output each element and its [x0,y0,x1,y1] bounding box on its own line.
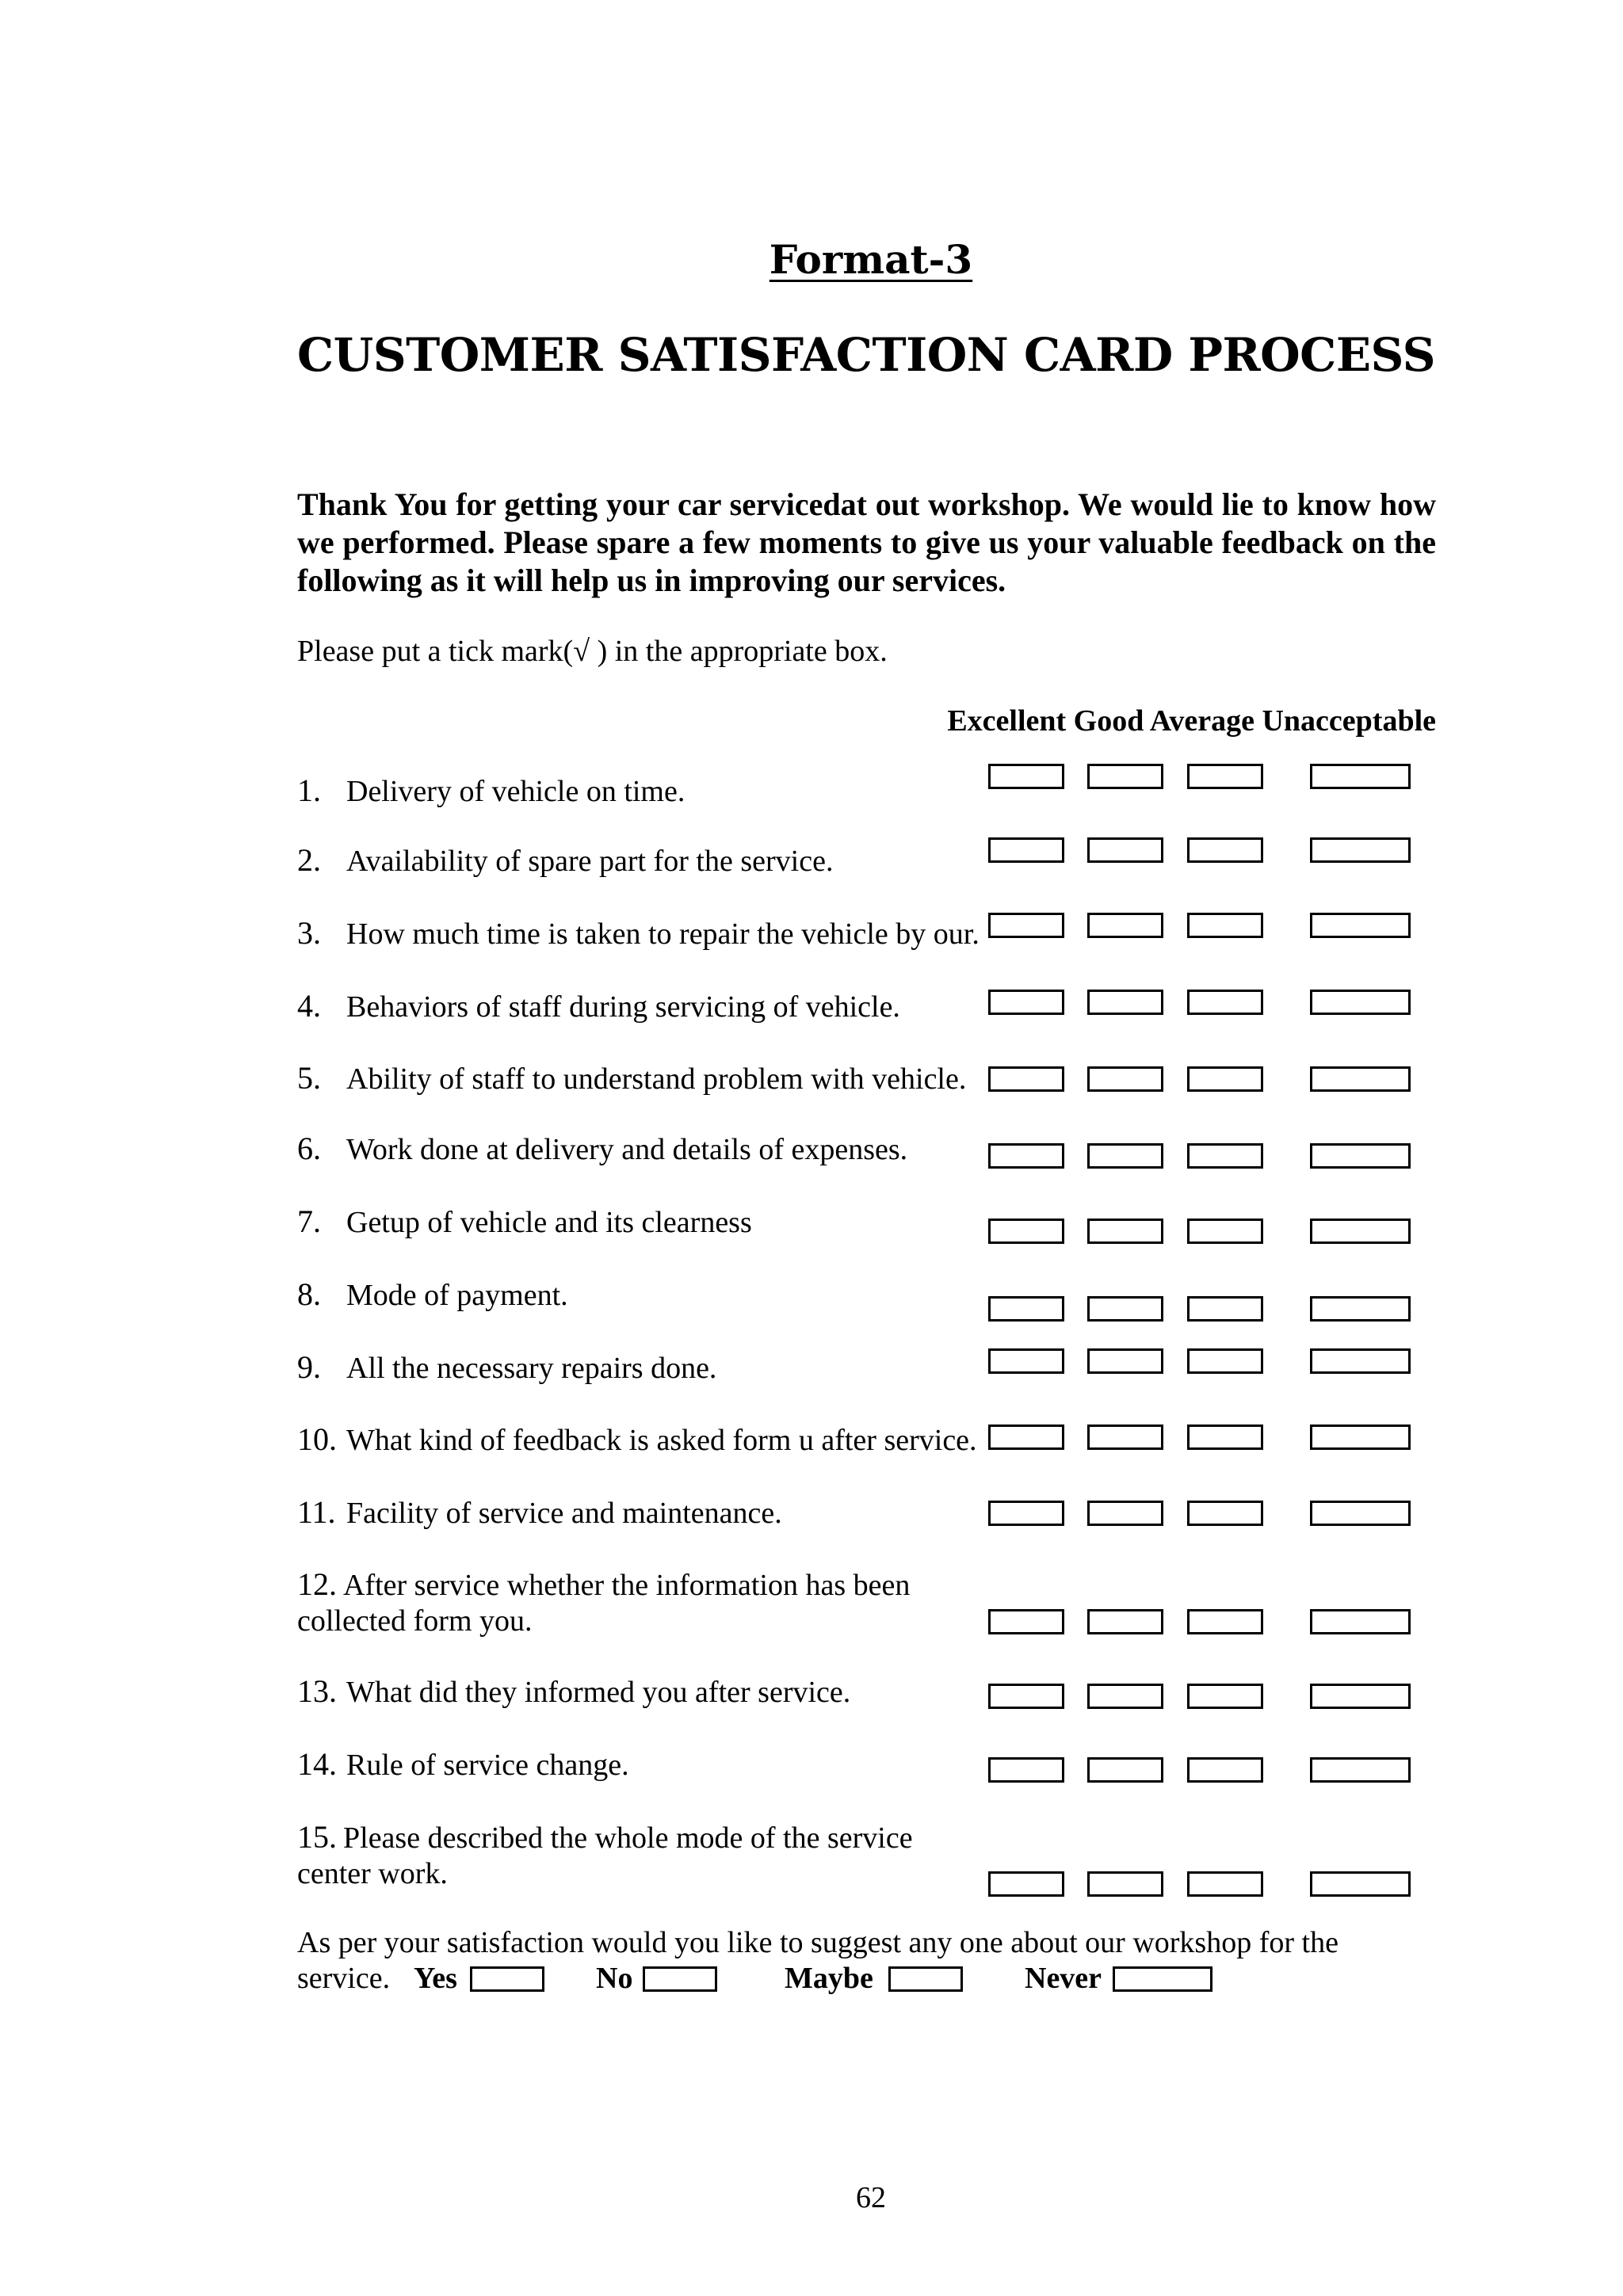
q2-unacceptable-checkbox[interactable] [1310,837,1411,863]
format-title: Format-3 [769,236,973,283]
q10-excellent-checkbox[interactable] [988,1425,1064,1450]
q14-unacceptable-checkbox[interactable] [1310,1757,1411,1783]
rating-column-header: Excellent Good Average Unacceptable [947,704,1436,738]
question-number: 7. [297,1203,321,1239]
q2-excellent-checkbox[interactable] [988,837,1064,863]
question-12 [297,1566,995,1639]
q15-unacceptable-checkbox[interactable] [1310,1871,1411,1897]
instruction-text: Please put a tick mark(√ ) in the appropriate box. [297,635,888,668]
question-number: 12. [297,1566,337,1602]
question-13 [297,1673,995,1711]
q9-average-checkbox[interactable] [1187,1348,1263,1374]
question-number: 2. [297,842,321,878]
q6-unacceptable-checkbox[interactable] [1310,1143,1411,1169]
q11-average-checkbox[interactable] [1187,1501,1263,1526]
option-no-label: No [596,1962,633,1995]
option-never-label: Never [1025,1962,1102,1995]
question-text: Facility of service and maintenance. [346,1497,782,1530]
q4-excellent-checkbox[interactable] [988,990,1064,1015]
q9-excellent-checkbox[interactable] [988,1348,1064,1374]
option-maybe-box[interactable] [888,1966,963,1992]
q11-good-checkbox[interactable] [1087,1501,1163,1526]
option-yes-box[interactable] [470,1966,544,1992]
question-number: 14. [297,1746,337,1782]
q11-unacceptable-checkbox[interactable] [1310,1501,1411,1526]
q3-unacceptable-checkbox[interactable] [1310,913,1411,938]
question-text: What kind of feedback is asked form u after service. [346,1424,977,1457]
q15-excellent-checkbox[interactable] [988,1871,1064,1897]
suggestion-question-line1: As per your satisfaction would you like to suggest any one about our workshop for the [297,1926,1338,1959]
q13-unacceptable-checkbox[interactable] [1310,1684,1411,1709]
page-number: 62 [856,2181,886,2214]
question-3 [297,915,995,952]
q2-good-checkbox[interactable] [1087,837,1163,863]
q3-average-checkbox[interactable] [1187,913,1263,938]
question-number: 3. [297,915,321,951]
q1-good-checkbox[interactable] [1087,764,1163,789]
q8-good-checkbox[interactable] [1087,1296,1163,1322]
q12-average-checkbox[interactable] [1187,1609,1263,1634]
q12-good-checkbox[interactable] [1087,1609,1163,1634]
q3-good-checkbox[interactable] [1087,913,1163,938]
q14-good-checkbox[interactable] [1087,1757,1163,1783]
question-10 [297,1421,995,1459]
option-no-box[interactable] [643,1966,717,1992]
question-text: Delivery of vehicle on time. [346,775,685,808]
question-9 [297,1349,995,1386]
question-text: All the necessary repairs done. [346,1352,717,1385]
q12-unacceptable-checkbox[interactable] [1310,1609,1411,1634]
q1-average-checkbox[interactable] [1187,764,1263,789]
q6-excellent-checkbox[interactable] [988,1143,1064,1169]
question-text: Rule of service change. [346,1749,629,1782]
question-text: What did they informed you after service. [346,1676,851,1709]
question-11 [297,1494,995,1531]
question-text: Mode of payment. [346,1279,568,1312]
q13-good-checkbox[interactable] [1087,1684,1163,1709]
question-2 [297,842,995,879]
question-text: Availability of spare part for the service. [346,845,834,878]
question-text: How much time is taken to repair the vehicle by our. [346,917,980,951]
question-text-continued: collected form you. [297,1604,533,1638]
q9-good-checkbox[interactable] [1087,1348,1163,1374]
q15-good-checkbox[interactable] [1087,1871,1163,1897]
question-14 [297,1746,995,1783]
q6-good-checkbox[interactable] [1087,1143,1163,1169]
question-number: 5. [297,1060,321,1096]
question-number: 4. [297,988,321,1024]
q1-excellent-checkbox[interactable] [988,764,1064,789]
question-text: Behaviors of staff during servicing of vehicle. [346,990,900,1024]
q1-unacceptable-checkbox[interactable] [1310,764,1411,789]
q4-good-checkbox[interactable] [1087,990,1163,1015]
q14-average-checkbox[interactable] [1187,1757,1263,1783]
q11-excellent-checkbox[interactable] [988,1501,1064,1526]
question-1 [297,772,995,810]
q9-unacceptable-checkbox[interactable] [1310,1348,1411,1374]
question-text: Getup of vehicle and its clearness [346,1206,752,1239]
q6-average-checkbox[interactable] [1187,1143,1263,1169]
question-number: 1. [297,772,321,808]
question-number: 13. [297,1673,337,1709]
q13-excellent-checkbox[interactable] [988,1684,1064,1709]
question-text: After service whether the information has been [343,1569,911,1602]
question-text-continued: center work. [297,1857,448,1890]
question-number: 10. [297,1421,337,1457]
q4-unacceptable-checkbox[interactable] [1310,990,1411,1015]
question-6 [297,1131,995,1168]
question-number: 9. [297,1349,321,1385]
intro-paragraph: Thank You for getting your car servicedat out workshop. We would lie to know how we performed. Please spare a few moments to give us your valuable feedback on the following as it will help us in improving our services. [297,486,1436,598]
option-yes-label: Yes [414,1962,457,1995]
q10-good-checkbox[interactable] [1087,1425,1163,1450]
page-title: CUSTOMER SATISFACTION CARD PROCESS [297,328,1436,382]
suggestion-question-line2: service. [297,1962,391,1995]
question-number: 6. [297,1131,321,1166]
option-maybe-label: Maybe [785,1962,873,1995]
q7-unacceptable-checkbox[interactable] [1310,1219,1411,1244]
q14-excellent-checkbox[interactable] [988,1757,1064,1783]
question-8 [297,1276,995,1314]
q3-excellent-checkbox[interactable] [988,913,1064,938]
q15-average-checkbox[interactable] [1187,1871,1263,1897]
question-15 [297,1819,995,1892]
q7-good-checkbox[interactable] [1087,1219,1163,1244]
q5-average-checkbox[interactable] [1187,1066,1263,1092]
question-number: 11. [297,1494,336,1530]
question-number: 15. [297,1819,337,1855]
q8-average-checkbox[interactable] [1187,1296,1263,1322]
q5-unacceptable-checkbox[interactable] [1310,1066,1411,1092]
option-never-box[interactable] [1113,1966,1212,1992]
q7-average-checkbox[interactable] [1187,1219,1263,1244]
q10-average-checkbox[interactable] [1187,1425,1263,1450]
question-number: 8. [297,1276,321,1312]
q5-good-checkbox[interactable] [1087,1066,1163,1092]
q4-average-checkbox[interactable] [1187,990,1263,1015]
q2-average-checkbox[interactable] [1187,837,1263,863]
q5-excellent-checkbox[interactable] [988,1066,1064,1092]
q12-excellent-checkbox[interactable] [988,1609,1064,1634]
question-text: Please described the whole mode of the service [343,1821,913,1855]
question-5 [297,1060,995,1097]
q8-unacceptable-checkbox[interactable] [1310,1296,1411,1322]
question-4 [297,988,995,1025]
q10-unacceptable-checkbox[interactable] [1310,1425,1411,1450]
q13-average-checkbox[interactable] [1187,1684,1263,1709]
q8-excellent-checkbox[interactable] [988,1296,1064,1322]
q7-excellent-checkbox[interactable] [988,1219,1064,1244]
question-7 [297,1203,995,1241]
question-text: Ability of staff to understand problem with vehicle. [346,1062,967,1096]
question-text: Work done at delivery and details of expenses. [346,1133,908,1166]
